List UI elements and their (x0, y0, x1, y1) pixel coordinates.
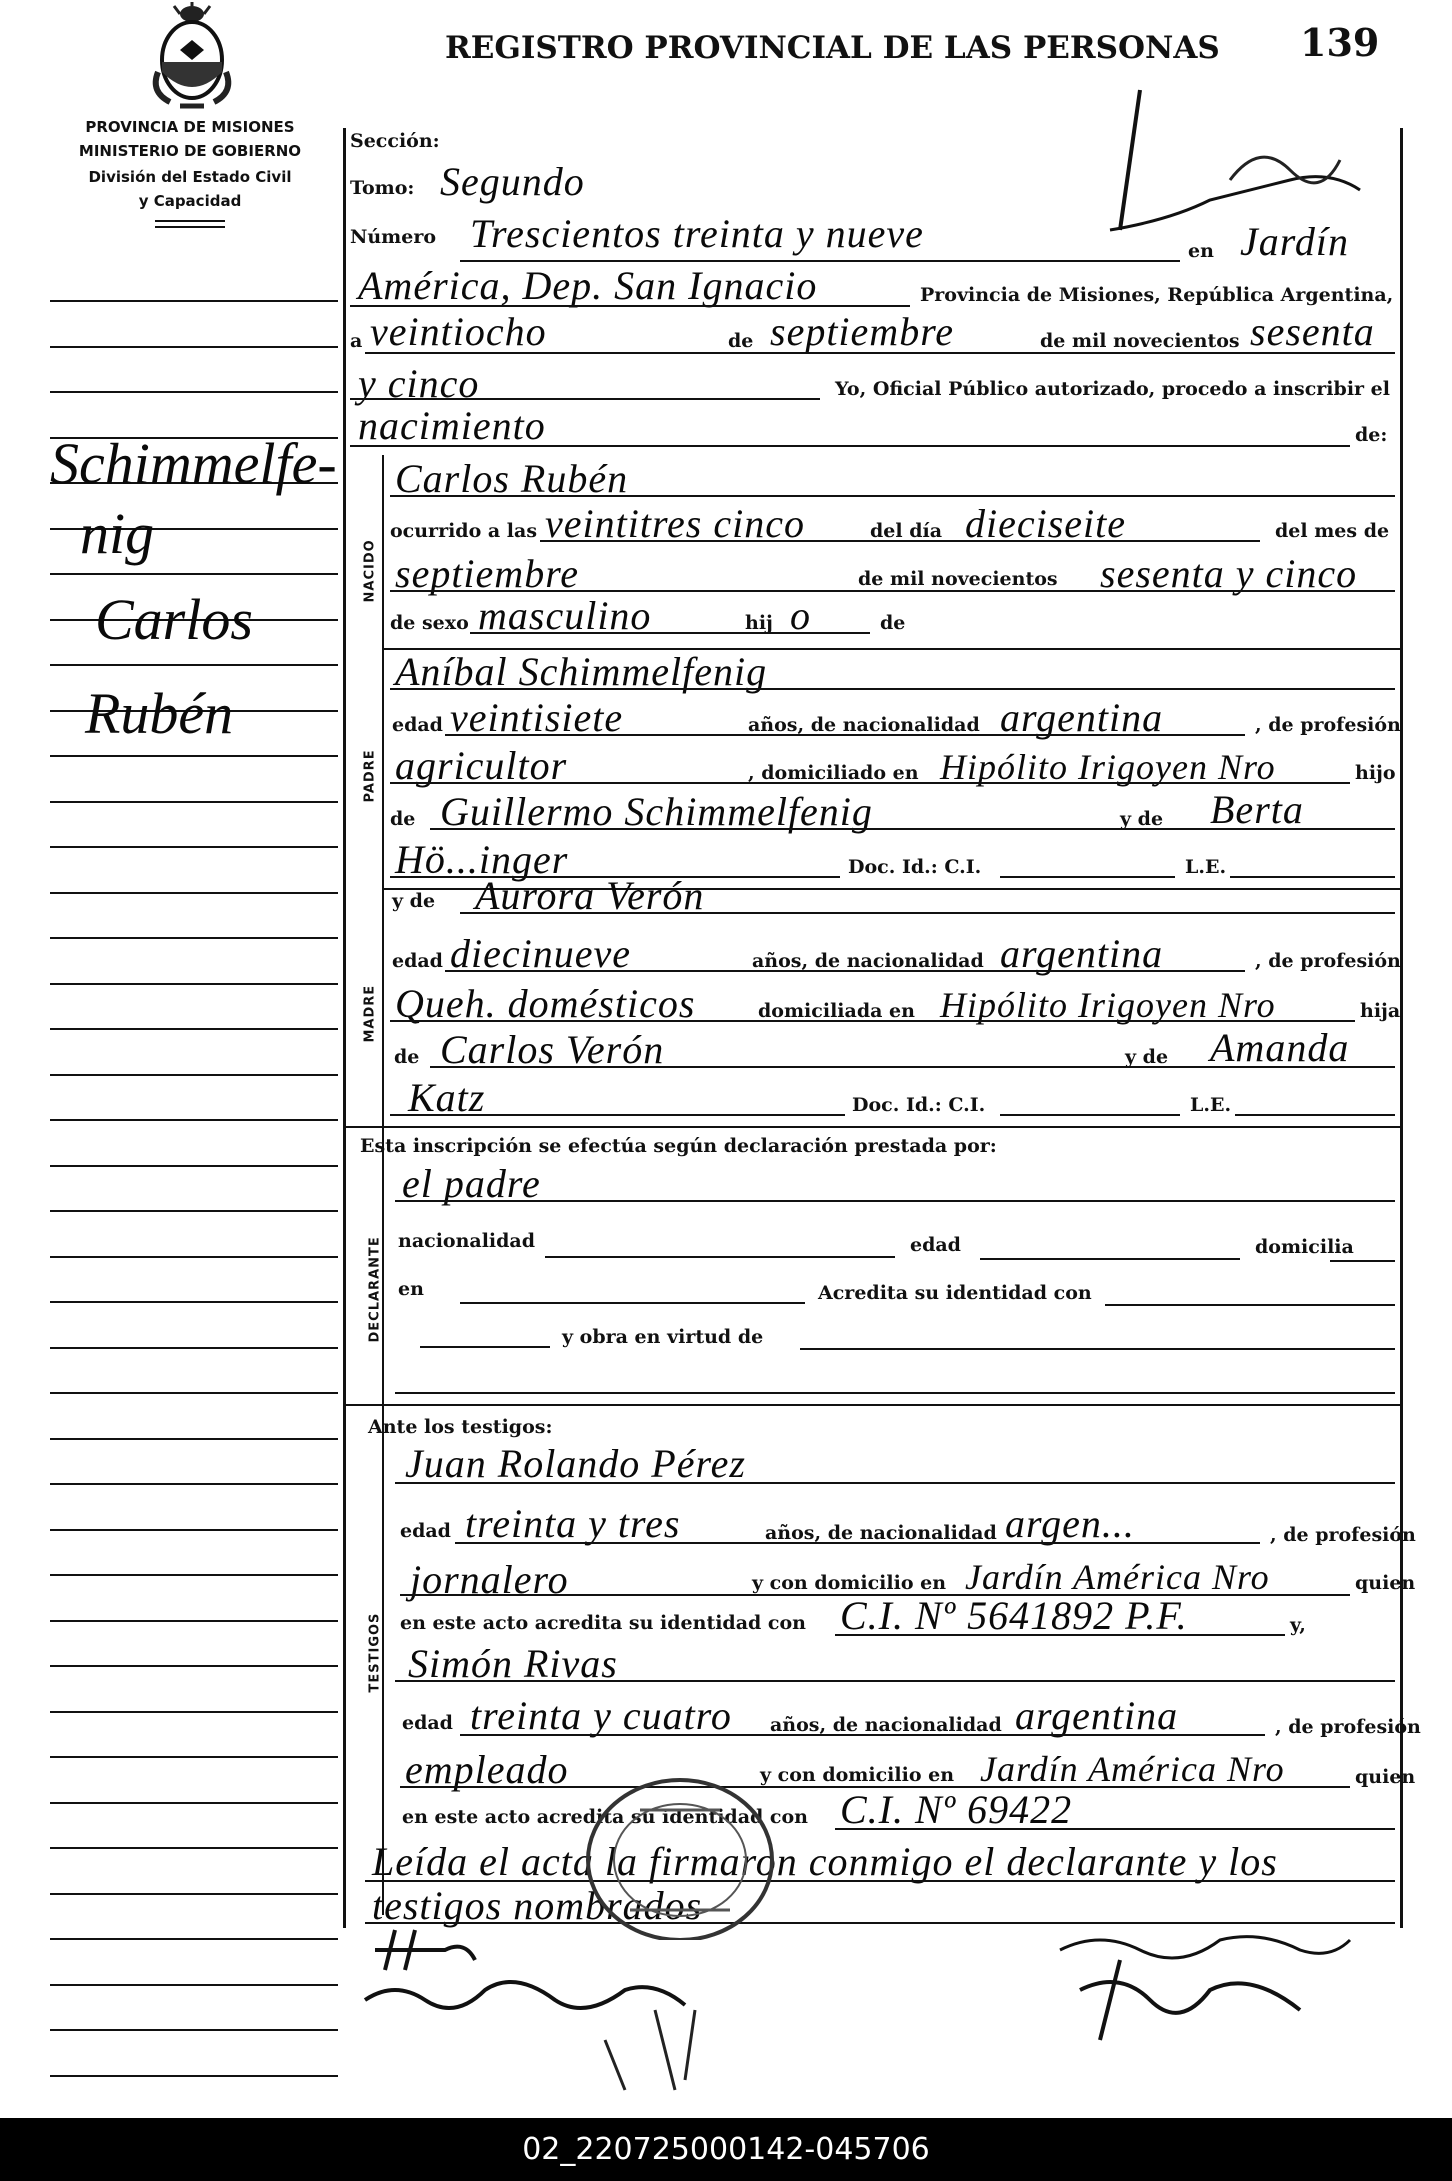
ocurrido-label: ocurrido a las (390, 520, 538, 542)
padre-father-value: Guillermo Schimmelfenig (440, 789, 873, 834)
padre-anos-label: años, de nacionalidad (748, 714, 980, 736)
declarante-edad-underline (980, 1258, 1240, 1260)
padre-mother-value: Berta (1210, 787, 1304, 832)
padre-dom-value: Hipólito Irigoyen Nro (940, 747, 1276, 787)
testigo-1-edad-underline (455, 1542, 1260, 1544)
testigo-2-edad-underline (460, 1734, 1265, 1736)
hora-value: veintitres cinco (545, 501, 805, 546)
org-underline (155, 220, 225, 222)
frame-left-border (343, 128, 346, 1928)
margin-ruled-line (50, 1438, 338, 1440)
declarante-dom-underline (1330, 1260, 1395, 1262)
declarante-section-label: DECLARANTE (367, 1236, 383, 1343)
dia-value: dieciseite (965, 501, 1127, 546)
nacido-name-underline (390, 495, 1395, 497)
official-stamp-seal (580, 1770, 780, 1945)
padre-le-label: L.E. (1185, 856, 1227, 878)
mil-label: de mil novecientos (858, 568, 1058, 590)
margin-ruled-line (50, 1938, 338, 1940)
testigo-1-edad-label: edad (400, 1520, 451, 1542)
place-value: América, Dep. San Ignacio (358, 263, 818, 308)
sexo-value: masculino (478, 593, 652, 638)
a-label: a (350, 330, 363, 352)
de-label: de (728, 330, 754, 352)
margin-ruled-line (50, 1984, 338, 1986)
madre-le-label: L.E. (1190, 1094, 1232, 1116)
padre-name-underline (390, 688, 1395, 690)
margin-name-line-2: nig (80, 501, 155, 566)
tomo-value: Segundo (440, 159, 585, 204)
org-underline-2 (155, 226, 225, 228)
madre-ci-underline (1000, 1114, 1180, 1116)
place-underline (350, 305, 910, 307)
testigo-2-prof-value: empleado (405, 1747, 569, 1792)
mes-value: septiembre (395, 551, 580, 596)
margin-ruled-line (50, 892, 338, 894)
madre-anos-label: años, de nacionalidad (752, 950, 984, 972)
org-line-1: PROVINCIA DE MISIONES (85, 118, 295, 136)
madre-section-label: MADRE (362, 984, 378, 1043)
testigo-2-nac-value: argentina (1015, 1693, 1179, 1738)
madre-hija-label: hija (1360, 1000, 1401, 1022)
year-label: de mil novecientos (1040, 330, 1240, 352)
testigo-2-dom-value: Jardín América Nro (980, 1749, 1285, 1789)
margin-ruled-line (50, 846, 338, 848)
declarante-blank-line (395, 1392, 1395, 1394)
padre-yde-label: y de (1120, 808, 1164, 830)
margin-ruled-line (50, 1210, 338, 1212)
closing-line-2: testigos nombrados (372, 1883, 703, 1928)
padre-edad-label: edad (392, 714, 443, 736)
testigo-2-acredita-label: en este acto acredita su identidad con (402, 1806, 808, 1828)
padre-de-label: de (390, 808, 416, 830)
madre-prof-label: , de profesión (1255, 950, 1401, 972)
del-mes-label: del mes de (1275, 520, 1390, 542)
padre-father-underline (430, 828, 1395, 830)
testigo-2-quien-label: quien (1355, 1766, 1416, 1788)
madre-doc-label: Doc. Id.: C.I. (852, 1094, 986, 1116)
provincia-label: Provincia de Misiones, República Argentina, (920, 284, 1394, 306)
margin-name-line-1: Schimmelfe- (50, 431, 337, 496)
margin-ruled-line (50, 1028, 338, 1030)
oficial-underline (350, 398, 820, 400)
nacido-section-label: NACIDO (362, 539, 378, 603)
margin-ruled-line (50, 1665, 338, 1667)
declarante-en-underline (460, 1302, 805, 1304)
margin-ruled-line (50, 1347, 338, 1349)
footer-code-bar (0, 2118, 1452, 2181)
testigo-1-edad-value: treinta y tres (465, 1501, 681, 1546)
madre-bottom-border (343, 1126, 1400, 1128)
ocurrido-underline (540, 540, 1260, 542)
testigo-1-dom-label: y con domicilio en (752, 1572, 947, 1594)
margin-ruled-line (50, 1074, 338, 1076)
padre-edad-value: veintisiete (450, 695, 624, 740)
madre-father-value: Carlos Verón (440, 1027, 665, 1072)
testigo-1-id-underline (835, 1634, 1285, 1636)
sexo-underline (470, 632, 870, 634)
org-line-4: y Capacidad (138, 192, 242, 210)
en-value: Jardín (1240, 219, 1349, 264)
section-left-border-nacido (382, 455, 384, 1915)
testigo-2-id-underline (835, 1828, 1395, 1830)
margin-ruled-line (50, 1529, 338, 1531)
footer-code: 02_220725000142-045706 (522, 2132, 930, 2167)
madre-name: Aurora Verón (475, 873, 705, 918)
padre-prof-label: , de profesión (1255, 714, 1401, 736)
margin-ruled-line (50, 1620, 338, 1622)
signature-left (355, 1920, 805, 2105)
testigo-2-edad-value: treinta y cuatro (470, 1693, 732, 1738)
act-underline (350, 445, 1350, 447)
declarante-intro: Esta inscripción se efectúa según declaración prestada por: (360, 1135, 997, 1157)
declarante-value-underline (395, 1200, 1395, 1202)
act-value: nacimiento (358, 403, 546, 448)
testigo-1-y-label: y, (1290, 1614, 1306, 1636)
closing-line-1: Leída el acta la firmaron conmigo el declarante y los (372, 1839, 1278, 1884)
margin-name-line-3: Carlos (95, 587, 253, 652)
testigo-1-quien-label: quien (1355, 1572, 1416, 1594)
margin-name-line-4: Rubén (85, 681, 234, 746)
margin-ruled-line (50, 1301, 338, 1303)
testigo-2-edad-label: edad (402, 1712, 453, 1734)
madre-dom-label: domiciliada en (758, 1000, 915, 1022)
declarante-dom-label: domicilia (1255, 1236, 1354, 1258)
margin-ruled-line (50, 346, 338, 348)
margin-ruled-line (50, 664, 338, 666)
margin-ruled-line (50, 983, 338, 985)
madre-doc-underline (390, 1114, 845, 1116)
testigos-section-label: TESTIGOS (367, 1612, 383, 1693)
testigo-2-prof-label: , de profesión (1275, 1716, 1421, 1738)
madre-mother-value-2: Katz (408, 1075, 486, 1120)
madre-prof-underline (390, 1020, 1355, 1022)
document-title: REGISTRO PROVINCIAL DE LAS PERSONAS (445, 30, 1220, 66)
padre-edad-underline (445, 734, 1245, 736)
hij-label: hij (745, 612, 773, 634)
madre-yde2-label: y de (1125, 1046, 1169, 1068)
madre-yde-label: y de (392, 890, 436, 912)
year-value-2: y cinco (358, 361, 480, 406)
margin-ruled-line (50, 1483, 338, 1485)
testigo-2-name-underline (395, 1680, 1395, 1682)
padre-doc-label: Doc. Id.: C.I. (848, 856, 982, 878)
org-line-3: División del Estado Civil (88, 168, 292, 186)
del-dia-label: del día (870, 520, 943, 542)
testigo-1-id-value: C.I. Nº 5641892 P.F. (840, 1593, 1188, 1638)
margin-ruled-line (50, 1574, 338, 1576)
date-underline (365, 352, 1395, 354)
padre-nac-value: argentina (1000, 695, 1164, 740)
org-line-2: MINISTERIO DE GOBIERNO (78, 142, 302, 160)
testigo-1-dom-value: Jardín América Nro (965, 1557, 1270, 1597)
declarante-nac-label: nacionalidad (398, 1230, 536, 1252)
seccion-label: Sección: (350, 130, 440, 152)
padre-prof-underline (390, 782, 1350, 784)
en-label: en (1188, 240, 1214, 262)
numero-label: Número (350, 226, 437, 248)
frame-right-border (1400, 128, 1403, 1928)
signature-right (1040, 1920, 1360, 2075)
testigo-2-id-value: C.I. Nº 69422 (840, 1787, 1073, 1832)
sexo-label: de sexo (390, 612, 469, 634)
margin-ruled-line (50, 937, 338, 939)
margin-ruled-line (50, 391, 338, 393)
padre-le-underline (1230, 876, 1395, 878)
margin-ruled-line (50, 1392, 338, 1394)
testigo-2-name: Simón Rivas (408, 1641, 618, 1686)
margin-ruled-line (50, 2075, 338, 2077)
tomo-label: Tomo: (350, 177, 415, 199)
year-value-1: sesenta (1250, 309, 1375, 354)
madre-father-underline (430, 1066, 1395, 1068)
padre-hijo-label: hijo (1355, 762, 1396, 784)
madre-le-underline (1235, 1114, 1395, 1116)
declarante-obra-label: y obra en virtud de (562, 1326, 764, 1348)
madre-edad-label: edad (392, 950, 443, 972)
oficial-label: Yo, Oficial Público autorizado, procedo a inscribir el (835, 378, 1390, 400)
madre-prof-value: Queh. domésticos (395, 981, 696, 1026)
margin-ruled-line (50, 1119, 338, 1121)
testigo-1-name: Juan Rolando Pérez (405, 1441, 746, 1486)
madre-mother-value: Amanda (1210, 1025, 1350, 1070)
nacido-de-label: de (880, 612, 906, 634)
madre-name-underline (460, 912, 1395, 914)
padre-prof-value: agricultor (395, 743, 568, 788)
testigo-2-dom-label: y con domicilio en (760, 1764, 955, 1786)
de-colon-label: de: (1355, 424, 1388, 446)
month-value: septiembre (770, 309, 955, 354)
margin-ruled-line (50, 300, 338, 302)
testigo-1-acredita-label: en este acto acredita su identidad con (400, 1612, 806, 1634)
testigo-1-nac-value: argen... (1005, 1501, 1135, 1546)
margin-ruled-line (50, 1847, 338, 1849)
madre-edad-value: diecinueve (450, 931, 631, 976)
madre-dom-value: Hipólito Irigoyen Nro (940, 985, 1276, 1025)
declarante-bottom-border (343, 1404, 1400, 1406)
hij-value: o (790, 593, 811, 638)
margin-ruled-line (50, 1756, 338, 1758)
folio-number: 139 (1300, 20, 1380, 65)
testigo-1-prof-value: jornalero (410, 1557, 569, 1602)
testigo-1-prof-label: , de profesión (1270, 1524, 1416, 1546)
declarante-value: el padre (402, 1161, 541, 1206)
nacido-name: Carlos Rubén (395, 456, 629, 501)
numero-value: Trescientos treinta y nueve (470, 211, 924, 256)
testigo-2-anos-label: años, de nacionalidad (770, 1714, 1002, 1736)
madre-nac-value: argentina (1000, 931, 1164, 976)
margin-ruled-line (50, 1711, 338, 1713)
testigo-1-name-underline (395, 1482, 1395, 1484)
margin-ruled-line (50, 755, 338, 757)
margin-ruled-line (50, 801, 338, 803)
testigo-1-anos-label: años, de nacionalidad (765, 1522, 997, 1544)
margin-ruled-line (50, 573, 338, 575)
declarante-obra-underline (800, 1348, 1395, 1350)
margin-ruled-line (50, 1256, 338, 1258)
declarante-acredita-label: Acredita su identidad con (818, 1282, 1092, 1304)
padre-mother-value-2: Hö...inger (395, 837, 569, 882)
padre-ci-underline (1000, 876, 1175, 878)
madre-de-label: de (394, 1046, 420, 1068)
day-value: veintiocho (370, 309, 547, 354)
declarante-nac-underline (545, 1256, 895, 1258)
testigos-intro: Ante los testigos: (368, 1416, 553, 1438)
anio-value: sesenta y cinco (1100, 551, 1358, 596)
declarante-edad-label: edad (910, 1234, 961, 1256)
coat-of-arms-icon (150, 2, 234, 112)
padre-name: Aníbal Schimmelfenig (395, 649, 768, 694)
margin-ruled-line (50, 1165, 338, 1167)
declarante-obra-pre-underline (420, 1346, 550, 1348)
margin-ruled-line (50, 1802, 338, 1804)
declarante-acredita-underline (1105, 1304, 1395, 1306)
declarante-en-label: en (398, 1278, 424, 1300)
padre-section-label: PADRE (362, 749, 378, 803)
padre-dom-label: , domiciliado en (748, 762, 919, 784)
margin-ruled-line (50, 1893, 338, 1895)
madre-edad-underline (445, 970, 1245, 972)
margin-ruled-line (50, 2029, 338, 2031)
